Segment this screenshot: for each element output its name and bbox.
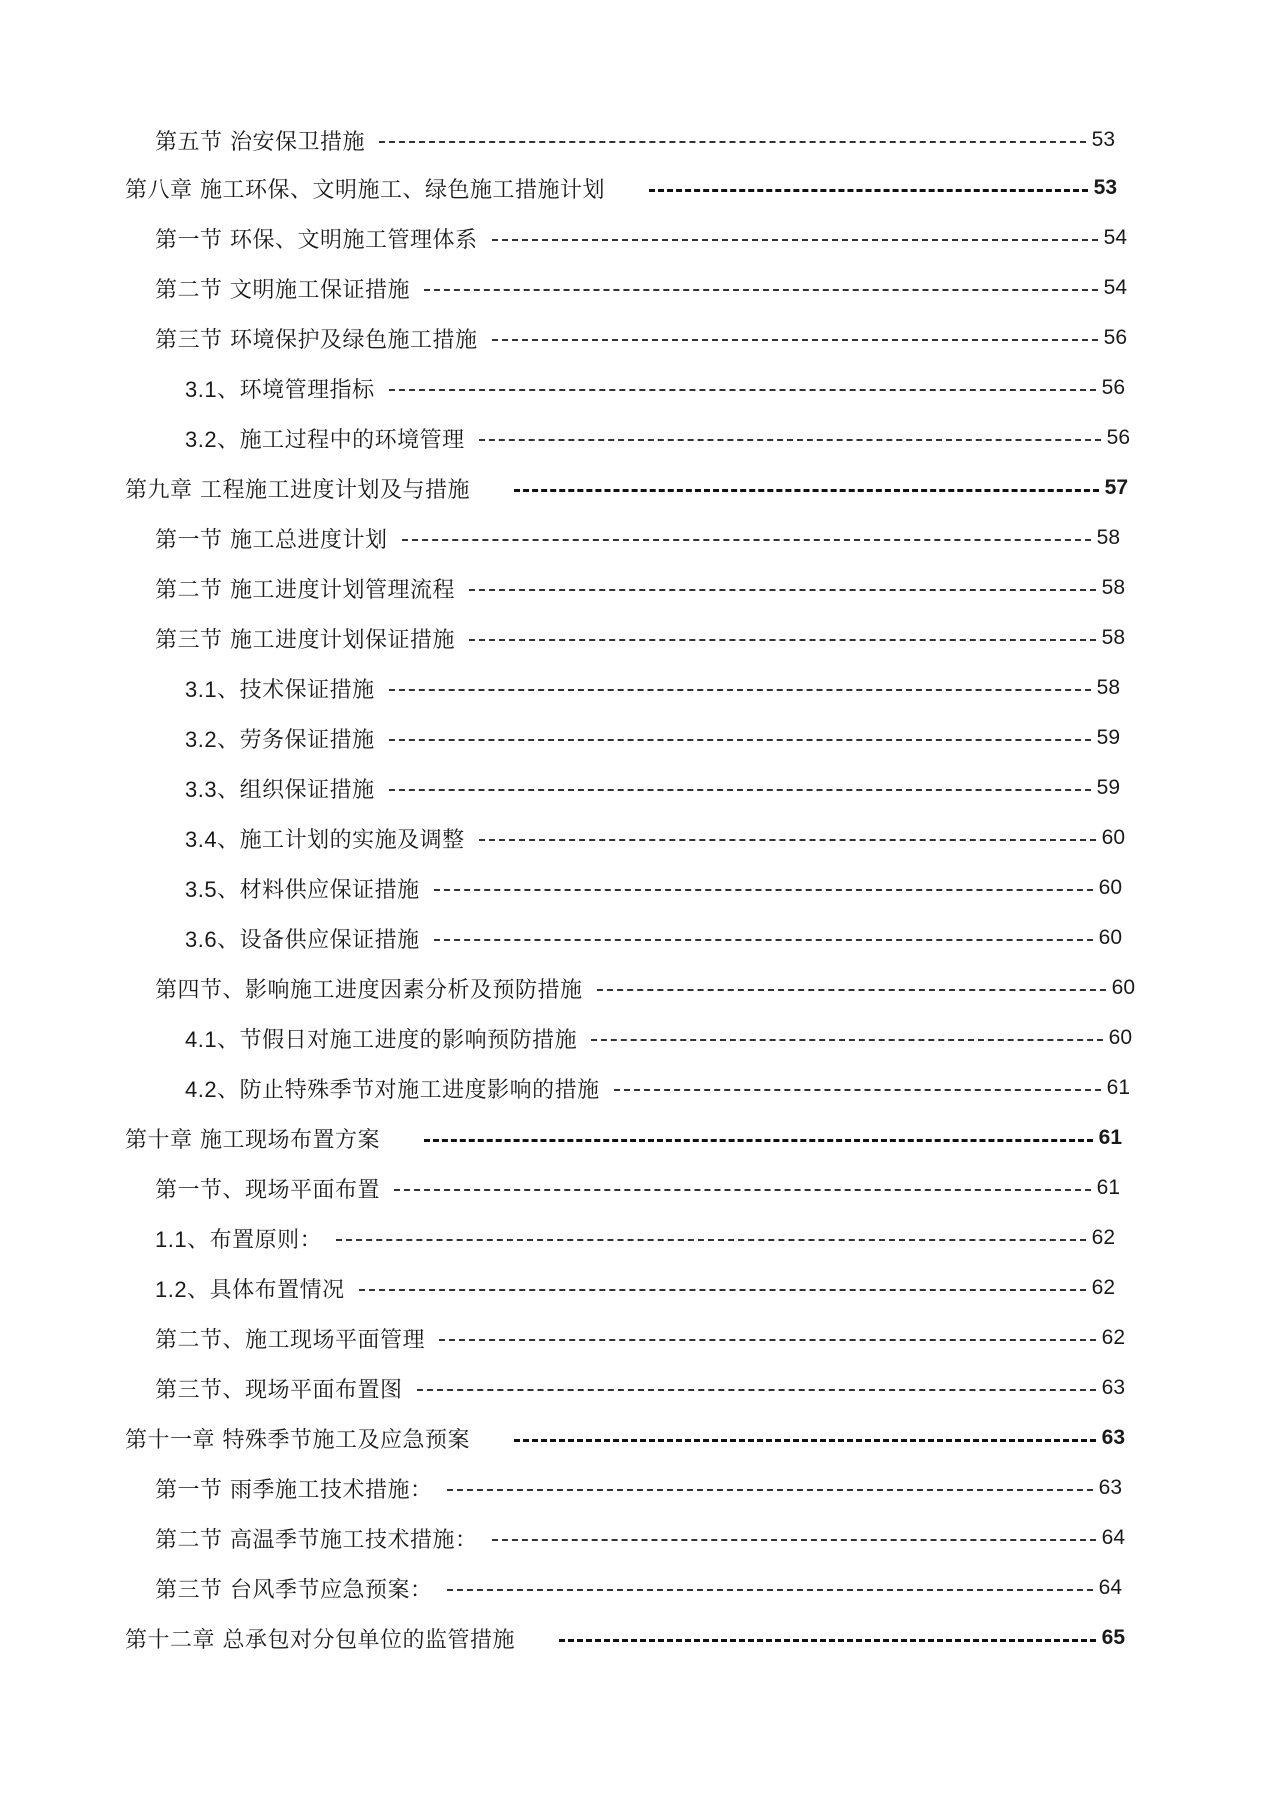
toc-entry bbox=[155, 568, 1125, 608]
toc-entry-label: 第二节、施工现场平面管理 bbox=[155, 1327, 426, 1353]
toc-leader bbox=[559, 1639, 1096, 1642]
toc-entry-page: 63 bbox=[1101, 1426, 1125, 1449]
toc-leader bbox=[492, 339, 1098, 341]
toc-entry bbox=[185, 918, 1122, 958]
toc-leader bbox=[434, 939, 1093, 941]
toc-leader bbox=[469, 639, 1096, 641]
toc-entry-page: 61 bbox=[1098, 1126, 1122, 1149]
toc-entry-label: 4.2、防止特殊季节对施工进度影响的措施 bbox=[185, 1076, 600, 1102]
toc-entry bbox=[185, 868, 1122, 908]
toc-entry-label: 第四节、影响施工进度因素分析及预防措施 bbox=[155, 977, 583, 1003]
toc-entry bbox=[155, 268, 1127, 308]
toc-entry-page: 65 bbox=[1101, 1626, 1125, 1649]
toc-entry-label: 3.2、劳务保证措施 bbox=[185, 726, 375, 752]
toc-entry-page: 53 bbox=[1091, 128, 1115, 151]
toc-entry bbox=[185, 768, 1120, 808]
toc-entry-label: 第三节 台风季节应急预案： bbox=[155, 1577, 433, 1603]
toc-entry-page: 53 bbox=[1093, 176, 1117, 199]
toc-entry bbox=[155, 1268, 1115, 1308]
toc-entry-label: 第八章 施工环保、文明施工、绿色施工措施计划 bbox=[125, 177, 605, 203]
toc-leader bbox=[389, 389, 1096, 391]
toc-leader bbox=[591, 1039, 1103, 1041]
toc-leader bbox=[514, 489, 1099, 492]
toc-entry-page: 63 bbox=[1098, 1476, 1122, 1499]
toc-entry bbox=[185, 1018, 1132, 1058]
toc-entry-page: 60 bbox=[1101, 826, 1125, 849]
toc-entry-page: 54 bbox=[1103, 226, 1127, 249]
toc-entry bbox=[185, 368, 1125, 408]
toc-leader bbox=[614, 1089, 1101, 1091]
toc-entry bbox=[155, 618, 1125, 658]
toc-entry-page: 60 bbox=[1098, 876, 1122, 899]
toc-entry-page: 57 bbox=[1104, 476, 1128, 499]
toc-leader bbox=[417, 1389, 1096, 1391]
toc-entry bbox=[185, 1068, 1130, 1108]
toc-entry-page: 60 bbox=[1111, 976, 1135, 999]
toc-leader bbox=[379, 141, 1086, 143]
toc-entry-label: 第二节 文明施工保证措施 bbox=[155, 277, 410, 303]
toc-entry bbox=[155, 1568, 1122, 1608]
toc-entry-label: 3.5、材料供应保证措施 bbox=[185, 876, 420, 902]
toc-entry bbox=[125, 1418, 1125, 1458]
toc-entry-page: 58 bbox=[1101, 626, 1125, 649]
toc-entry-label: 1.1、布置原则： bbox=[155, 1226, 323, 1252]
toc-entry-label: 3.3、组织保证措施 bbox=[185, 776, 375, 802]
toc-leader bbox=[447, 1489, 1093, 1491]
toc-leader bbox=[447, 1589, 1093, 1591]
toc-entry-label: 1.2、具体布置情况 bbox=[155, 1276, 345, 1302]
toc-entry bbox=[185, 718, 1120, 758]
toc-entry-label: 第一节 环保、文明施工管理体系 bbox=[155, 227, 478, 253]
toc-entry bbox=[155, 1218, 1115, 1258]
toc-entry-page: 60 bbox=[1098, 926, 1122, 949]
toc-entry bbox=[155, 318, 1127, 358]
toc-leader bbox=[434, 889, 1093, 891]
toc-entry bbox=[155, 518, 1120, 558]
toc-entry-label: 第一节 施工总进度计划 bbox=[155, 527, 388, 553]
toc-entry-label: 3.1、环境管理指标 bbox=[185, 376, 375, 402]
toc-leader bbox=[359, 1289, 1086, 1291]
toc-entry-label: 第二节 施工进度计划管理流程 bbox=[155, 577, 455, 603]
toc-leader bbox=[389, 789, 1091, 791]
toc-entry bbox=[125, 1118, 1122, 1158]
toc-leader bbox=[492, 1539, 1096, 1541]
toc-entry-page: 63 bbox=[1101, 1376, 1125, 1399]
toc-entry-label: 3.1、技术保证措施 bbox=[185, 676, 375, 702]
toc-leader bbox=[479, 439, 1101, 441]
toc-leader bbox=[649, 189, 1088, 192]
toc-entry-label: 第三节 环境保护及绿色施工措施 bbox=[155, 327, 478, 353]
toc-entry-label: 第三节 施工进度计划保证措施 bbox=[155, 627, 455, 653]
toc-entry bbox=[125, 468, 1128, 508]
toc-entry bbox=[185, 818, 1125, 858]
toc-entry-page: 59 bbox=[1096, 776, 1120, 799]
toc-leader bbox=[424, 1139, 1093, 1142]
toc-entry-page: 56 bbox=[1101, 376, 1125, 399]
toc-entry-label: 第九章 工程施工进度计划及与措施 bbox=[125, 477, 470, 503]
toc-entry-label: 第一节 雨季施工技术措施： bbox=[155, 1477, 433, 1503]
toc-entry bbox=[155, 968, 1135, 1008]
toc-leader bbox=[424, 289, 1098, 291]
toc-entry-page: 62 bbox=[1101, 1326, 1125, 1349]
toc-entry-page: 64 bbox=[1101, 1526, 1125, 1549]
toc-entry bbox=[125, 1618, 1125, 1658]
toc-entry bbox=[155, 1368, 1125, 1408]
toc-entry-label: 第二节 高温季节施工技术措施： bbox=[155, 1527, 478, 1553]
toc-entry-page: 56 bbox=[1106, 426, 1130, 449]
toc-leader bbox=[492, 239, 1098, 241]
toc-entry-page: 58 bbox=[1101, 576, 1125, 599]
toc-entry-label: 第十章 施工现场布置方案 bbox=[125, 1127, 380, 1153]
toc-entry-label: 第十一章 特殊季节施工及应急预案 bbox=[125, 1427, 470, 1453]
toc-entry-label: 3.2、施工过程中的环境管理 bbox=[185, 426, 465, 452]
toc-entry-page: 59 bbox=[1096, 726, 1120, 749]
toc-entry bbox=[125, 168, 1117, 208]
toc-entry-label: 3.4、施工计划的实施及调整 bbox=[185, 826, 465, 852]
toc-entry-page: 61 bbox=[1106, 1076, 1130, 1099]
toc-entry-label: 第三节、现场平面布置图 bbox=[155, 1377, 403, 1403]
toc-leader bbox=[597, 989, 1106, 991]
toc-entry-page: 64 bbox=[1098, 1576, 1122, 1599]
toc-leader bbox=[389, 739, 1091, 741]
toc-entry-label: 第一节、现场平面布置 bbox=[155, 1177, 381, 1203]
toc-entry bbox=[155, 1318, 1125, 1358]
toc-entry bbox=[185, 668, 1120, 708]
toc-entry-page: 54 bbox=[1103, 276, 1127, 299]
toc-entry-page: 56 bbox=[1103, 326, 1127, 349]
toc-entry bbox=[155, 1168, 1120, 1208]
toc-entry-page: 58 bbox=[1096, 526, 1120, 549]
toc-leader bbox=[469, 589, 1096, 591]
toc-leader bbox=[479, 839, 1096, 841]
toc-entry bbox=[155, 1468, 1122, 1508]
toc-entry-page: 58 bbox=[1096, 676, 1120, 699]
toc-entry-label: 4.1、节假日对施工进度的影响预防措施 bbox=[185, 1026, 578, 1052]
toc-entry-label: 第五节 治安保卫措施 bbox=[155, 129, 365, 155]
toc-entry bbox=[155, 218, 1127, 258]
toc-leader bbox=[439, 1339, 1096, 1341]
toc-entry-page: 60 bbox=[1108, 1026, 1132, 1049]
toc-leader bbox=[402, 539, 1091, 541]
toc-leader bbox=[389, 689, 1091, 691]
toc-leader bbox=[336, 1239, 1086, 1241]
toc-entry-page: 62 bbox=[1091, 1276, 1115, 1299]
toc-entry bbox=[185, 418, 1130, 458]
toc-entry-label: 3.6、设备供应保证措施 bbox=[185, 926, 420, 952]
toc-entry bbox=[155, 120, 1115, 160]
toc-entry-label: 第十二章 总承包对分包单位的监管措施 bbox=[125, 1627, 515, 1653]
toc-leader bbox=[514, 1439, 1096, 1442]
toc-entry-page: 61 bbox=[1096, 1176, 1120, 1199]
toc-leader bbox=[394, 1189, 1091, 1191]
toc-entry bbox=[155, 1518, 1125, 1558]
toc-entry-page: 62 bbox=[1091, 1226, 1115, 1249]
